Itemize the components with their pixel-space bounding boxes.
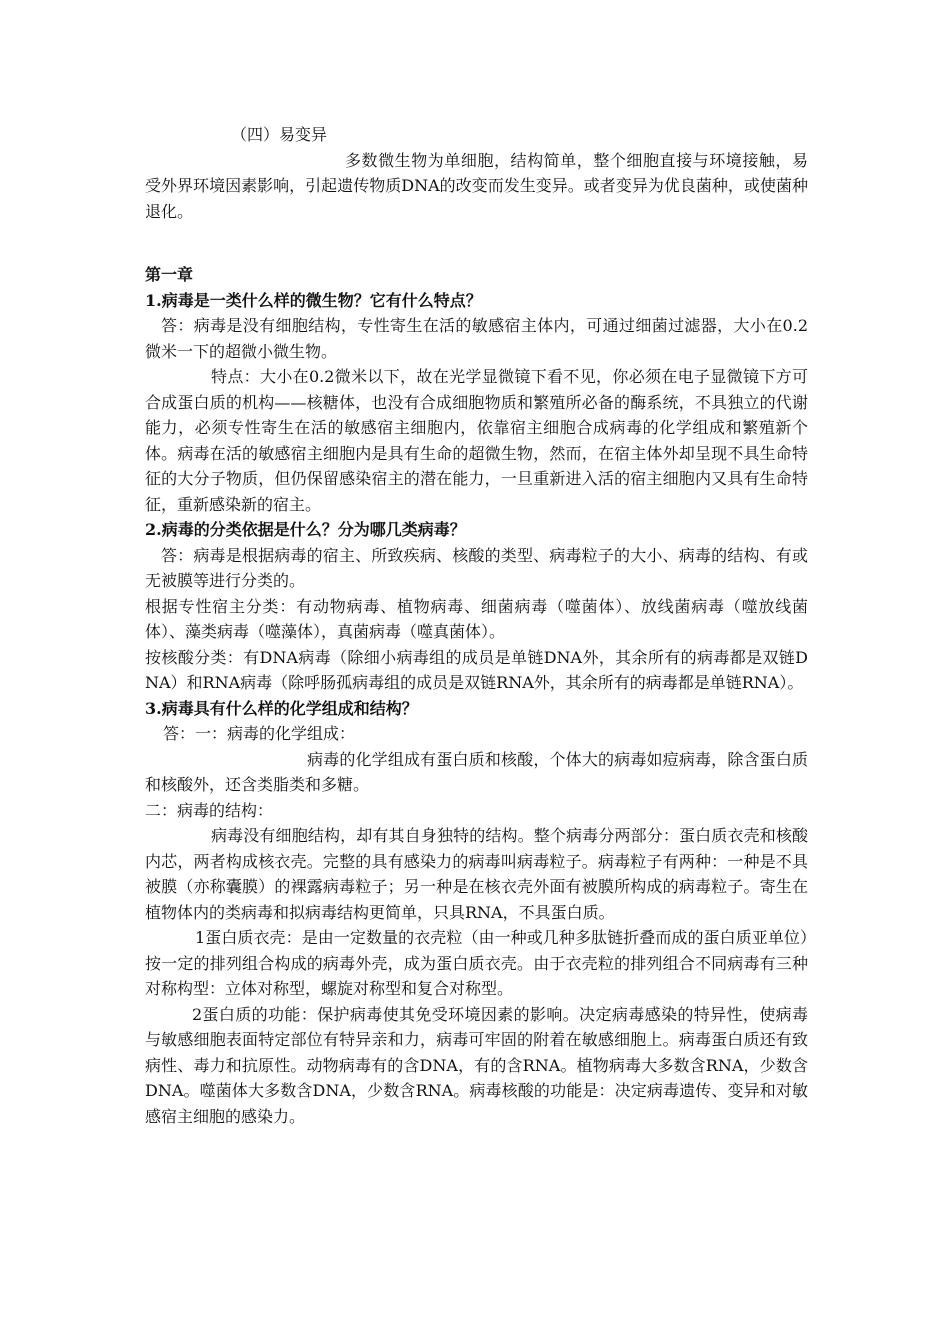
paragraph-gap: [145, 224, 808, 262]
paragraph-mutation-body: 多数微生物为单细胞，结构简单，整个细胞直接与环境接触，易受外界环境因素影响，引起遗传物质DNA的改变而发生变异。或者变异为优良菌种，或使菌种退化。: [145, 150, 808, 221]
question-3-structure-heading: 二：病毒的结构：: [145, 800, 274, 820]
document-page: [145, 122, 808, 1129]
question-2-host-classification: 根据专性宿主分类：有动物病毒、植物病毒、细菌病毒（噬菌体）、放线菌病毒（噬放线菌体）、藻类病毒（噬藻体），真菌病毒（噬真菌体）。: [145, 596, 808, 641]
question-2-nucleic-acid-classification: 按核酸分类：有DNA病毒（除细小病毒组的成员是单链DNA外，其余所有的病毒都是双链DNA）和RNA病毒（除呼肠孤病毒组的成员是双链RNA外，其余所有的病毒都是单链RNA）。: [145, 647, 808, 692]
question-1-heading: 1.病毒是一类什么样的微生物？它有什么特点？: [145, 290, 482, 310]
question-3-structure-body: 病毒没有细胞结构，却有其自身独特的结构。整个病毒分两部分：蛋白质衣壳和核酸内芯，两者构成核衣壳。完整的具有感染力的病毒叫病毒粒子。病毒粒子有两种：一种是不具被膜（亦称囊膜）的裸露病毒粒子；另一种是在核衣壳外面有被膜所构成的病毒粒子。寄生在植物体内的类病毒和拟病毒结构更简单，只具RNA，不具蛋白质。: [145, 826, 808, 922]
chapter-heading: 第一章: [145, 265, 194, 284]
question-3-answer-intro: 答：一：病毒的化学组成：: [163, 724, 356, 743]
question-3-chemical-composition: 病毒的化学组成有蛋白质和核酸，个体大的病毒如痘病毒，除含蛋白质和核酸外，还含类脂类和多糖。: [145, 749, 808, 794]
question-2-answer: 答：病毒是根据病毒的宿主、所致疾病、核酸的类型、病毒粒子的大小、病毒的结构、有或无被膜等进行分类的。: [145, 545, 808, 590]
question-1-answer: 答：病毒是没有细胞结构，专性寄生在活的敏感宿主体内，可通过细菌过滤器，大小在0.2微米一下的超微小微生物。: [145, 316, 808, 361]
question-3-heading: 3.病毒具有什么样的化学组成和结构？: [145, 698, 418, 718]
question-2-heading: 2.病毒的分类依据是什么？分为哪几类病毒？: [145, 520, 466, 539]
question-3-capsid: 1蛋白质衣壳：是由一定数量的衣壳粒（由一种或几种多肽链折叠而成的蛋白质亚单位）按一定的排列组合构成的病毒外壳，成为蛋白质衣壳。由于衣壳粒的排列组合不同病毒有三种对称构型：立体对称型，螺旋对称型和复合对称型。: [145, 928, 808, 998]
question-1-features: 特点：大小在0.2微米以下，故在光学显微镜下看不见，你必须在电子显微镜下方可合成蛋白质的机构——核糖体，也没有合成细胞物质和繁殖所必备的酶系统，不具独立的代谢能力，必须专性寄生在活的敏感宿主细胞内，依靠宿主细胞合成病毒的化学组成和繁殖新个体。病毒在活的敏感宿主细胞内是具有生命的超微生物，然而，在宿主体外却呈现不具生命特征的大分子物质，但仍保留感染宿主的潜在能力，一旦重新进入活的宿主细胞内又具有生命特征，重新感染新的宿主。: [145, 367, 808, 514]
section-heading-mutation: （四）易变异: [231, 125, 328, 144]
question-3-protein-function: 2蛋白质的功能：保护病毒使其免受环境因素的影响。决定病毒感染的特异性，使病毒与敏感细胞表面特定部位有特异亲和力，病毒可牢固的附着在敏感细胞上。病毒蛋白质还有致病性、毒力和抗原性。动物病毒有的含DNA，有的含RNA。植物病毒大多数含RNA，少数含DNA。噬菌体大多数含DNA，少数含RNA。病毒核酸的功能是：决定病毒遗传、变异和对敏感宿主细胞的感染力。: [145, 1004, 808, 1126]
